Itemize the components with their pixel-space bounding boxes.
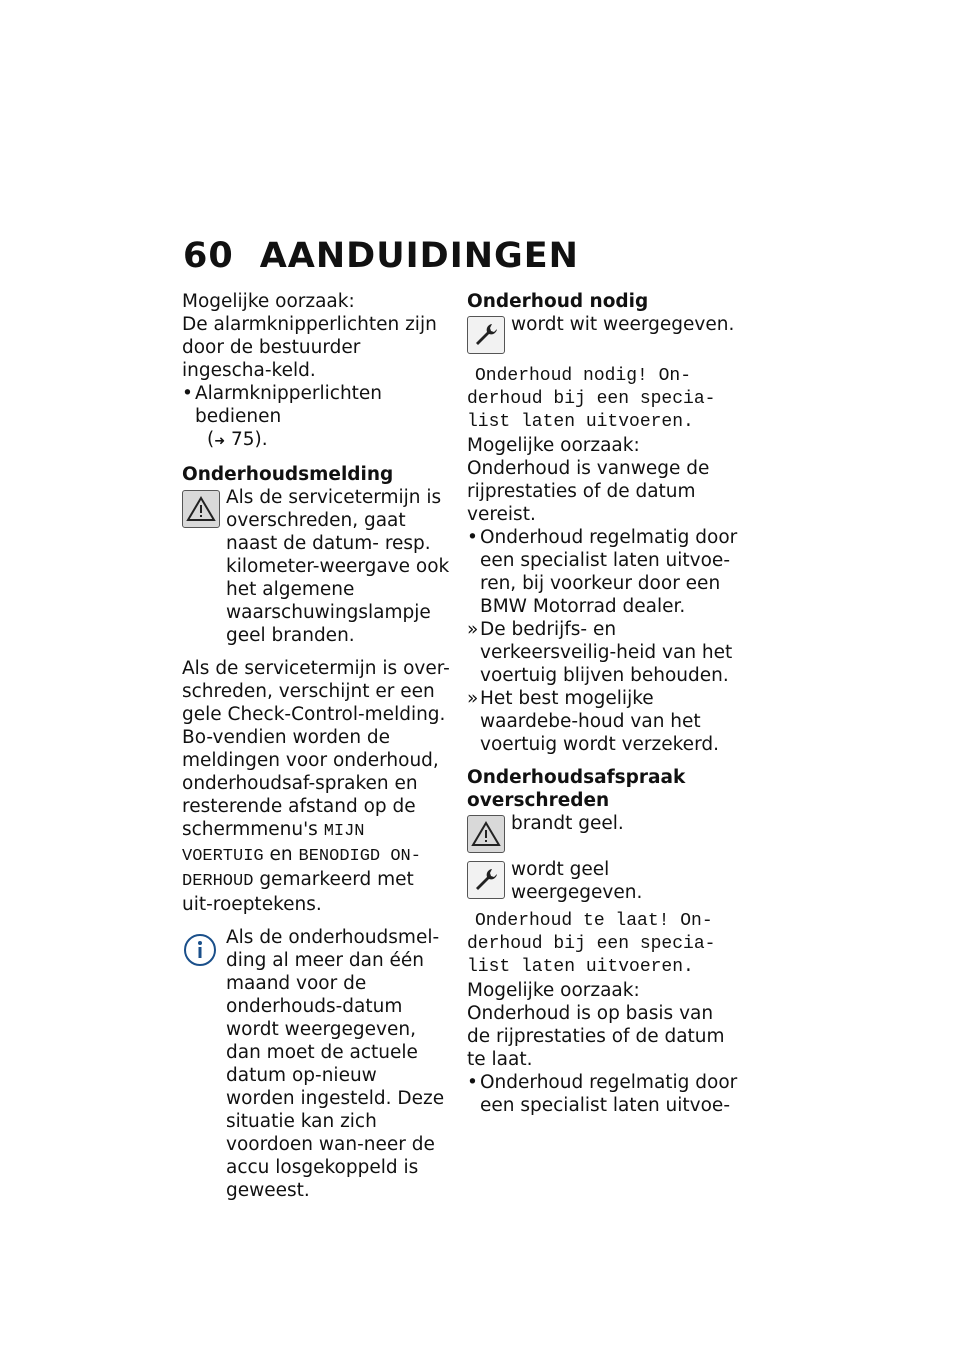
warning-triangle-icon bbox=[182, 490, 220, 528]
left-column bbox=[182, 290, 450, 1202]
bullet-text: Alarmknipperlichten bedienen bbox=[195, 383, 383, 427]
arrow-reference-icon: ➜ bbox=[214, 434, 226, 449]
icon-description: wordt geel weergegeven. bbox=[511, 859, 643, 903]
info-note bbox=[182, 926, 450, 1202]
result-item bbox=[467, 687, 739, 756]
display-message bbox=[467, 365, 739, 434]
result-marker: » bbox=[467, 619, 479, 640]
conjunction: en bbox=[269, 844, 293, 865]
warning-text: Als de servicetermijn is overschreden, gaat naast de datum- resp. kilometer-weergave ook het algemene waarschuwingslampje geel branden. bbox=[226, 487, 450, 646]
cause-text: De alarmknipperlichten zijn door de bestuurder ingescha-keld. bbox=[182, 314, 437, 381]
page-title: AANDUIDINGEN bbox=[259, 236, 579, 276]
cause-label: Mogelijke oorzaak: bbox=[467, 980, 640, 1001]
wrench-icon bbox=[467, 861, 505, 899]
info-text: Als de onderhoudsmel-ding al meer dan één maand voor de onderhouds-datum wordt weergegeven, dan moet de actuele datum op-nieuw worden ingesteld. Deze situatie kan zich voordoen wan-neer de accu losgekoppeld is geweest. bbox=[226, 927, 445, 1201]
warning-note bbox=[182, 486, 450, 647]
cause-label: Mogelijke oorzaak: bbox=[467, 435, 640, 456]
menu-name-service-required: BENODIGD ON-DERHOUD bbox=[182, 847, 421, 891]
result-text: De bedrijfs- en verkeersveilig-heid van het voertuig blijven behouden. bbox=[480, 619, 733, 686]
page-header bbox=[183, 236, 579, 276]
bullet-text: Onderhoud regelmatig door een specialist laten uitvoe- bbox=[480, 1072, 738, 1116]
list-item bbox=[467, 526, 739, 618]
wrench-icon bbox=[467, 316, 505, 354]
list-item bbox=[182, 382, 450, 453]
result-item bbox=[467, 618, 739, 687]
reference-page: 75). bbox=[231, 429, 268, 450]
cause-text: Onderhoud is vanwege de rijprestaties of de datum vereist. bbox=[467, 458, 710, 525]
message-line: derhoud bij een specia- bbox=[467, 934, 716, 954]
display-message bbox=[467, 910, 739, 979]
icon-description: brandt geel. bbox=[511, 813, 624, 834]
service-icon-row bbox=[467, 313, 739, 359]
info-icon bbox=[182, 932, 218, 968]
paragraph-text-end: gemarkeerd met uit-roeptekens. bbox=[182, 869, 414, 915]
section-heading: Onderhoudsmelding bbox=[182, 464, 394, 485]
warning-icon-row bbox=[467, 812, 739, 858]
bullet-text: Onderhoud regelmatig door een specialist laten uitvoe-ren, bij voorkeur door een BMW Motorrad dealer. bbox=[480, 527, 738, 617]
paragraph-text: Als de servicetermijn is over-schreden, verschijnt er een gele Check-Control-melding. Bo-vendien worden de meldingen voor onderhoud, onderhoudsaf-spraken en resterende afstand op de schermmenu's bbox=[182, 658, 450, 840]
heading-service-due: Onderhoud nodig bbox=[467, 291, 649, 312]
message-line: list laten uitvoeren. bbox=[467, 412, 694, 432]
message-line: Onderhoud nodig! On- bbox=[475, 366, 692, 386]
heading-service-overdue: Onderhoudsafspraak overschreden bbox=[467, 767, 686, 811]
menu-name-my-vehicle: MIJN VOERTUIG bbox=[182, 822, 365, 866]
result-text: Het best mogelijke waardebe-houd van het voertuig wordt verzekerd. bbox=[480, 688, 719, 755]
service-paragraph bbox=[182, 657, 450, 916]
service-icon-row bbox=[467, 858, 739, 904]
cause-label: Mogelijke oorzaak: bbox=[182, 291, 355, 312]
message-line: derhoud bij een specia- bbox=[467, 389, 716, 409]
message-line: list laten uitvoeren. bbox=[467, 957, 694, 977]
right-column bbox=[467, 290, 739, 1117]
page-number: 60 bbox=[183, 236, 234, 276]
result-marker: » bbox=[467, 688, 479, 709]
warning-triangle-icon bbox=[467, 815, 505, 853]
message-line: Onderhoud te laat! On- bbox=[475, 911, 713, 931]
list-item bbox=[467, 1071, 739, 1117]
cause-text: Onderhoud is op basis van de rijprestaties of de datum te laat. bbox=[467, 1003, 725, 1070]
page-reference: (➜ 75). bbox=[207, 429, 268, 450]
icon-description: wordt wit weergegeven. bbox=[511, 314, 735, 335]
